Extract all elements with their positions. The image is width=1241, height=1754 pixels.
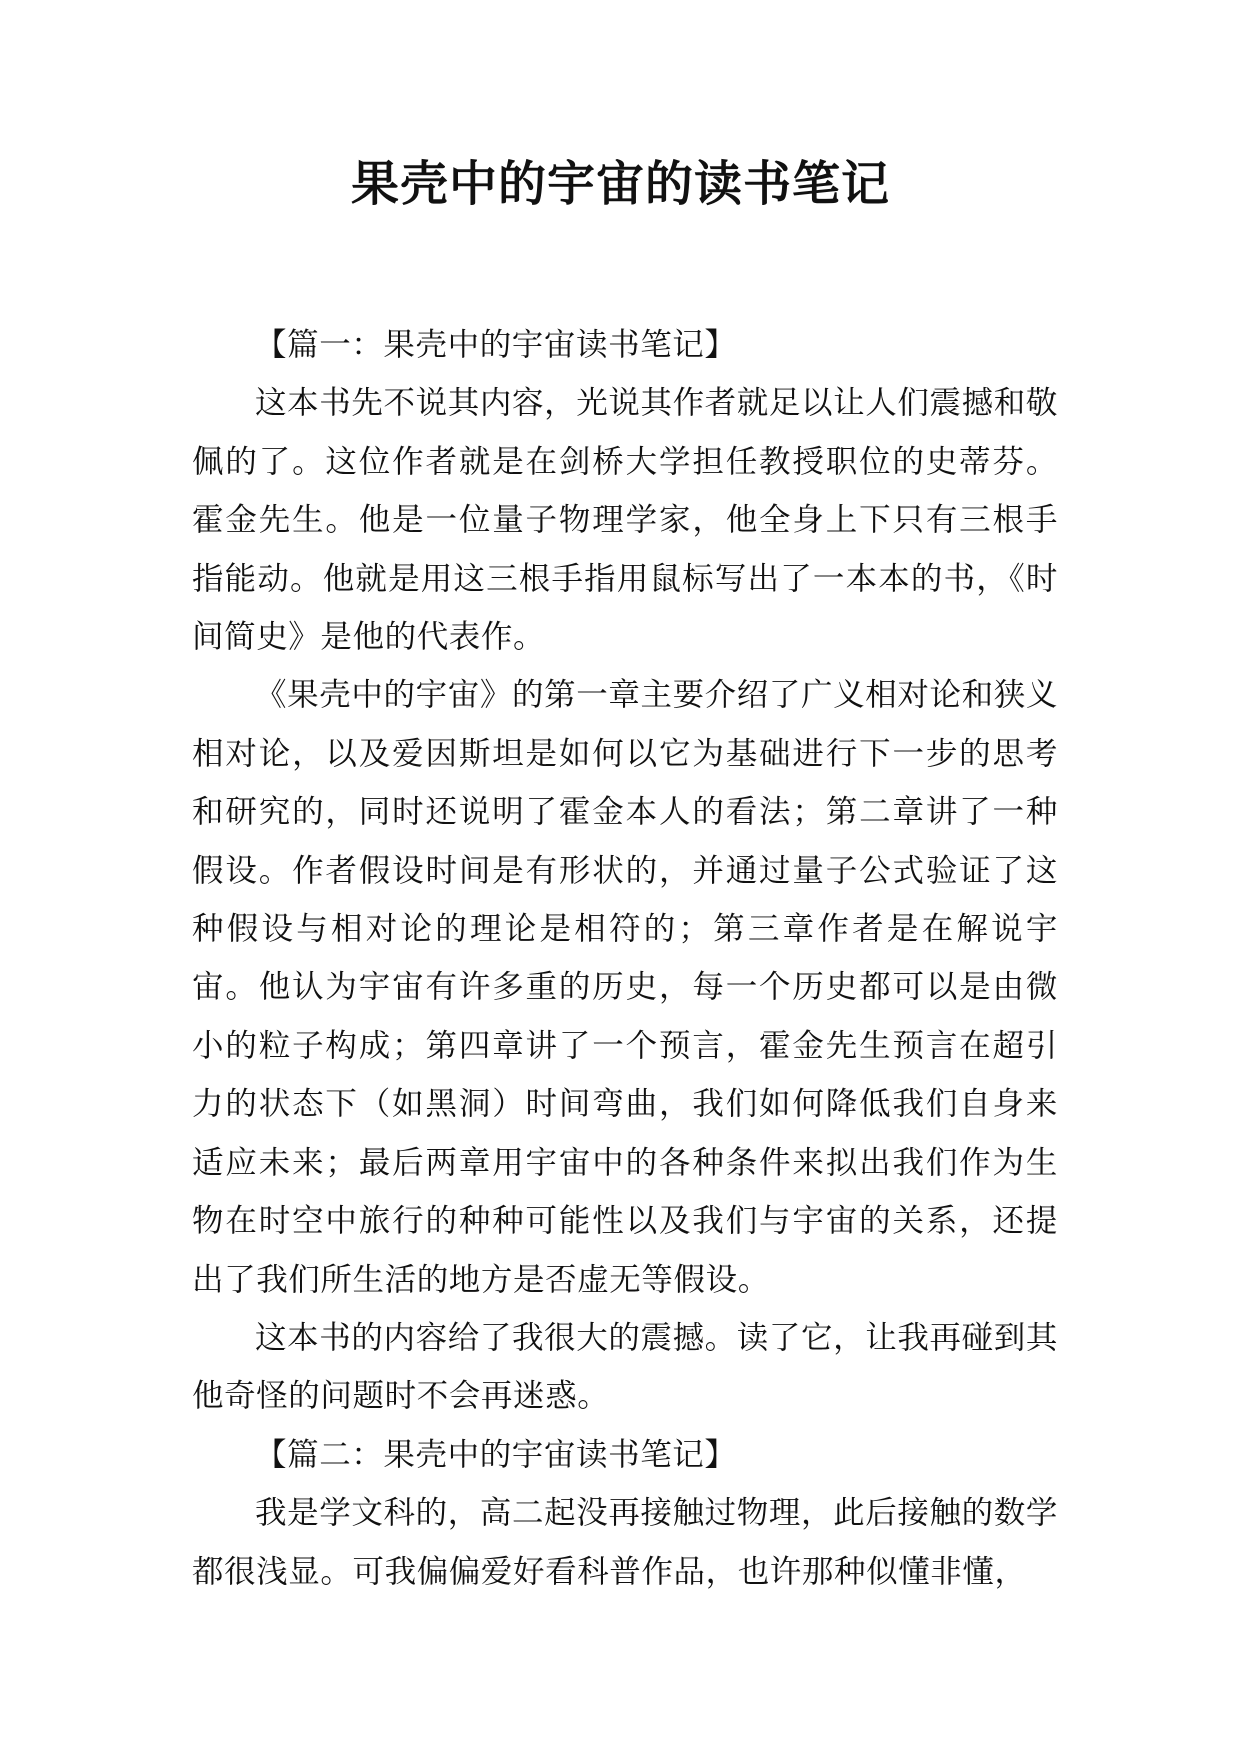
paragraph: 《果壳中的宇宙》的第一章主要介绍了广义相对论和狭义相对论，以及爱因斯坦是如何以它为基础进行下一步的思考和研究的，同时还说明了霍金本人的看法；第二章讲了一种假设。作者假设时间是有形状的，并通过量子公式验证了这种假设与相对论的理论是相符的；第三章作者是在解说宇宙。他认为宇宙有许多重的历史，每一个历史都可以是由微小的粒子构成；第四章讲了一个预言，霍金先生预言在超引力的状态下（如黑洞）时间弯曲，我们如何降低我们自身来适应未来；最后两章用宇宙中的各种条件来拟出我们作为生物在时空中旅行的种种可能性以及我们与宇宙的关系，还提出了我们所生活的地方是否虚无等假设。 [192, 677, 1058, 1298]
paragraph: 这本书的内容给了我很大的震撼。读了它，让我再碰到其他奇怪的问题时不会再迷惑。 [192, 1319, 1058, 1415]
document-body [192, 316, 1058, 1601]
paragraph: 我是学文科的，高二起没再接触过物理，此后接触的数学都很浅显。可我偏偏爱好看科普作品，也许那种似懂非懂， [192, 1495, 1058, 1590]
section-heading: 【篇一：果壳中的宇宙读书笔记】 [255, 327, 737, 363]
document-title: 果壳中的宇宙的读书笔记 [350, 156, 890, 212]
section-1 [192, 316, 1058, 1426]
paragraph: 这本书先不说其内容，光说其作者就足以让人们震撼和敬佩的了。这位作者就是在剑桥大学担任教授职位的史蒂芬。霍金先生。他是一位量子物理学家，他全身上下只有三根手指能动。他就是用这三根手指用鼠标写出了一本本的书，《时间简史》是他的代表作。 [192, 385, 1058, 656]
section-2 [192, 1426, 1058, 1601]
section-heading: 【篇二：果壳中的宇宙读书笔记】 [255, 1436, 737, 1473]
